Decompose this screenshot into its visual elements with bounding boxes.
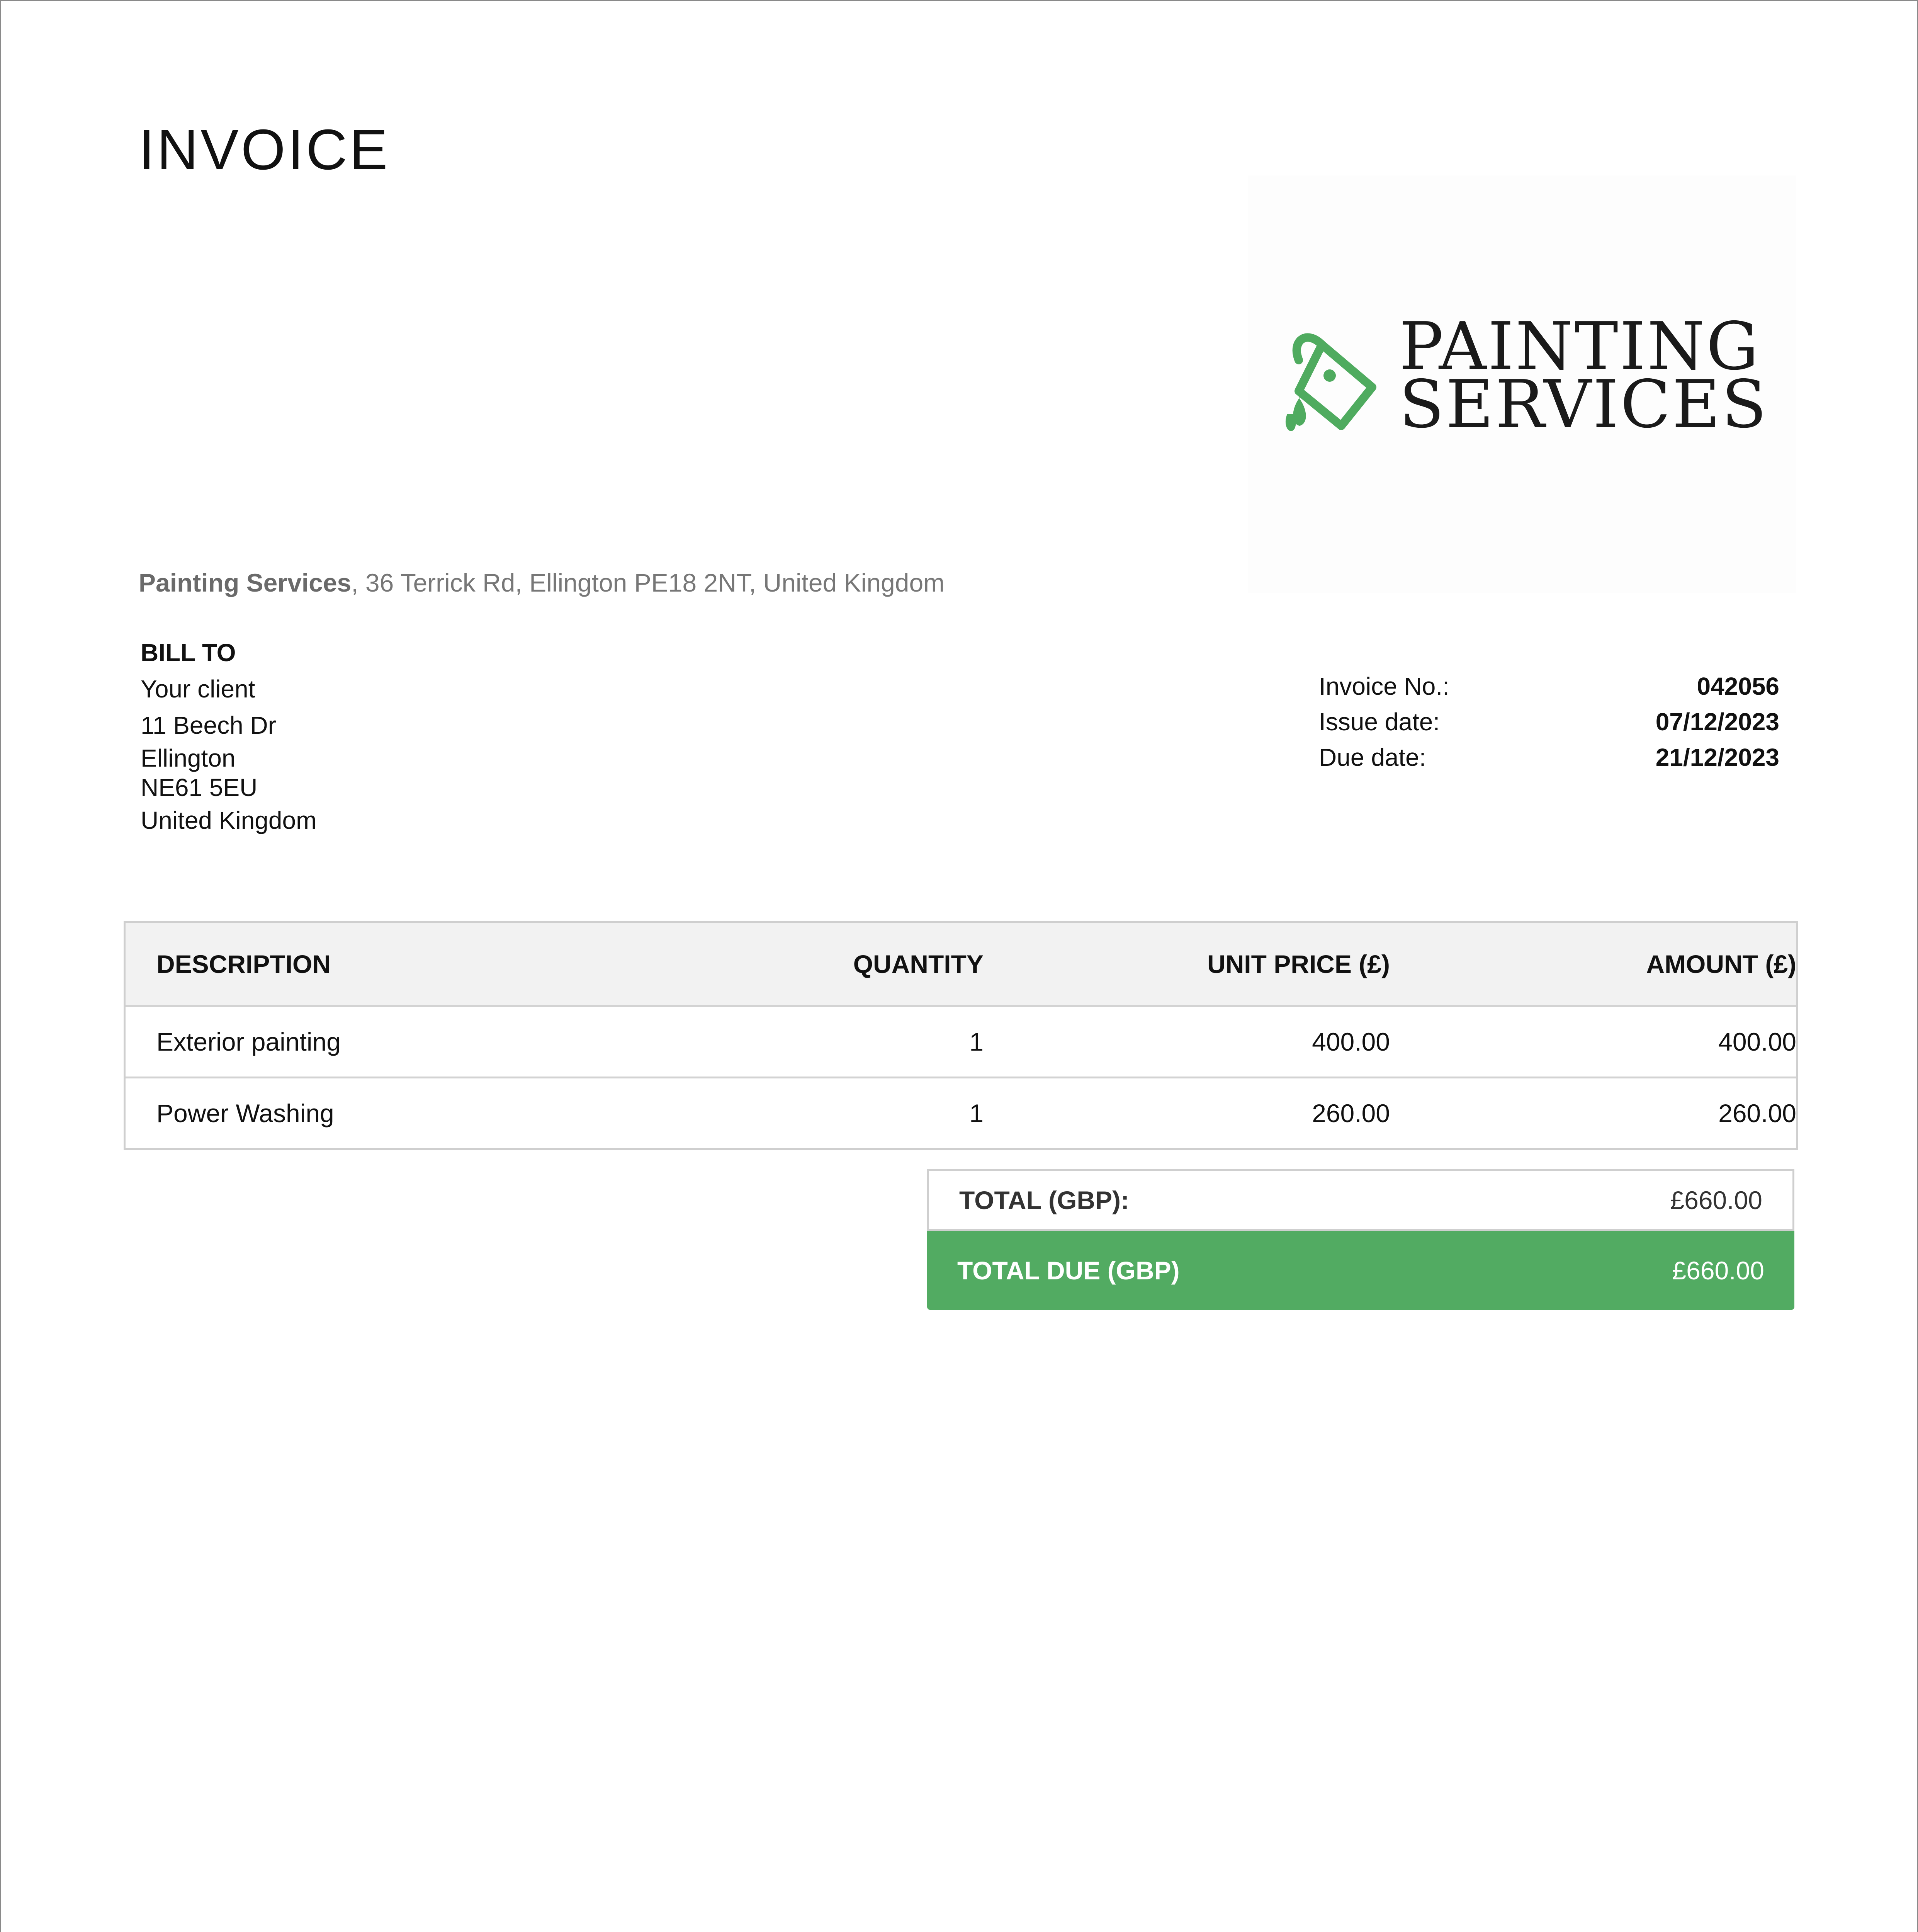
header-description: DESCRIPTION bbox=[156, 950, 331, 978]
item-quantity: 1 bbox=[969, 1099, 984, 1128]
due-date-value: 21/12/2023 bbox=[1655, 743, 1779, 771]
total-due-label: TOTAL DUE (GBP) bbox=[957, 1256, 1180, 1285]
sender-address-line bbox=[139, 568, 945, 597]
client-postcode: NE61 5EU bbox=[141, 774, 258, 801]
total-value: £660.00 bbox=[1670, 1186, 1762, 1214]
bill-to-heading: BILL TO bbox=[141, 639, 236, 667]
invoice-meta bbox=[1319, 668, 1779, 775]
logo-text bbox=[1399, 308, 1769, 443]
item-amount: 400.00 bbox=[1718, 1027, 1796, 1056]
page-title: INVOICE bbox=[139, 118, 390, 182]
item-quantity: 1 bbox=[969, 1027, 984, 1056]
logo-line-2: SERVICES bbox=[1399, 366, 1769, 443]
client-town: Ellington bbox=[141, 744, 236, 772]
table-row bbox=[126, 1077, 1796, 1148]
table-row bbox=[126, 1005, 1796, 1077]
item-description: Exterior painting bbox=[156, 1027, 341, 1056]
client-country: United Kingdom bbox=[141, 806, 317, 834]
total-due-row bbox=[927, 1231, 1794, 1310]
paint-bucket-icon bbox=[1276, 318, 1384, 441]
item-unit-price: 400.00 bbox=[1312, 1027, 1390, 1056]
line-items-table bbox=[124, 921, 1798, 1150]
due-date-row bbox=[1319, 740, 1779, 775]
header-amount: AMOUNT (£) bbox=[1646, 950, 1796, 978]
bill-to-block bbox=[141, 634, 316, 838]
issue-date-row bbox=[1319, 704, 1779, 740]
header-quantity: QUANTITY bbox=[853, 950, 984, 978]
totals-block bbox=[927, 1169, 1794, 1310]
total-row bbox=[927, 1169, 1794, 1231]
sender-name: Painting Services bbox=[139, 568, 352, 597]
client-street: 11 Beech Dr bbox=[141, 711, 276, 739]
item-description: Power Washing bbox=[156, 1099, 334, 1128]
table-header-row bbox=[126, 923, 1796, 1005]
total-due-value: £660.00 bbox=[1672, 1256, 1764, 1285]
due-date-label: Due date: bbox=[1319, 743, 1426, 771]
item-amount: 260.00 bbox=[1718, 1099, 1796, 1128]
item-unit-price: 260.00 bbox=[1312, 1099, 1390, 1128]
client-name: Your client bbox=[141, 675, 255, 703]
issue-date-label: Issue date: bbox=[1319, 708, 1440, 736]
header-unit-price: UNIT PRICE (£) bbox=[1207, 950, 1390, 978]
invoice-number-label: Invoice No.: bbox=[1319, 672, 1449, 700]
total-label: TOTAL (GBP): bbox=[959, 1186, 1129, 1214]
invoice-number-value: 042056 bbox=[1697, 672, 1779, 700]
logo-line-1: PAINTING bbox=[1399, 308, 1760, 385]
sender-address: , 36 Terrick Rd, Ellington PE18 2NT, United Kingdom bbox=[351, 568, 945, 597]
issue-date-value: 07/12/2023 bbox=[1655, 708, 1779, 736]
invoice-number-row bbox=[1319, 668, 1779, 704]
